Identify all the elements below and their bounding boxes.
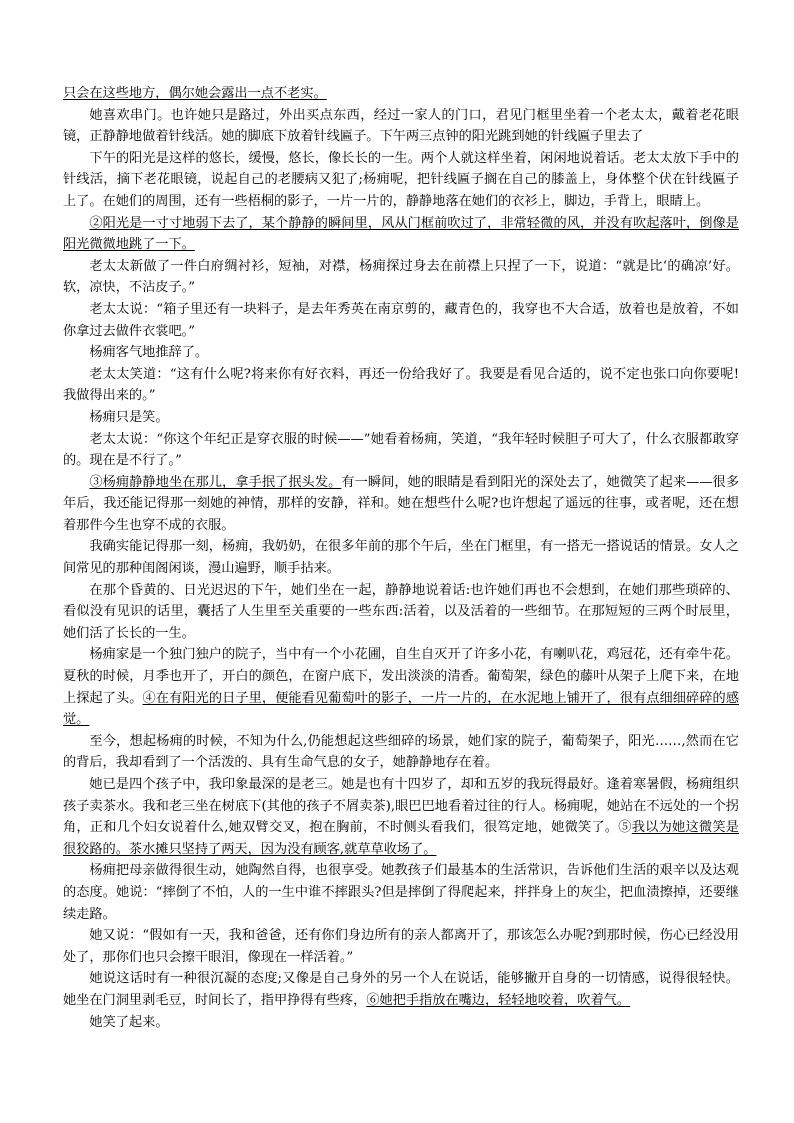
text-segment: 她已是四个孩子中，我印象最深的是老三。她是也有十四岁了，却和五岁的我玩得最好。逢着寒暑假，杨痈组织孩子卖茶水。我和老三坐在树底下(其他的孩子不屑卖茶),眼巴巴地看着过往的行人。杨痈呢，她站在不远处的一个拐角，正和几个妇女说着什么,她双臂交叉，抱在胸前，不时侧头看我们，很笃定地，她微笑了。⑤ xyxy=(63,777,739,836)
paragraph-p5 xyxy=(63,299,739,342)
underlined-sentence: 我以为她这微笑是很狡路的。茶水摊只坚持了两天，因为没有顾客,就草草收场了。 xyxy=(63,820,739,857)
text-segment: 她说这话时有一种很沉凝的态度;又像是自己身外的另一个人在说话，能够撇开自身的一切情感，说得很轻快。她坐在门洞里剥毛豆，时间长了，指甲挣得有些疼， xyxy=(63,971,739,1008)
text-segment: 杨痈把母亲做得很生动，她陶然自得，也很享受。她教孩子们最基本的生活常识，告诉他们生活的艰辛以及达观的态度。她说：“摔倒了不怕，人的一生中谁不摔跟头?但是摔倒了得爬起来，拌拌身上的灰尘，把血渍擦掉，还要继续走路。 xyxy=(63,863,739,922)
underlined-sentence: ②阳光是一寸寸地弱下去了，某个静静的瞬间里，风从门框前吹过了，非常轻微的风，并没有吹起落叶，倒像是阳光微微地跳了一下。 xyxy=(63,215,739,253)
text-segment: 在那个昏黄的、日光迟迟的下午，她们坐在一起，静静地说着话:也许她们再也不会想到，在她们那些琐碎的、看似没有见识的话里，囊括了人生里至关重要的一些东西:活着，以及活着的一些细节。在那短短的三两个时辰里，她们活了长长的一生。 xyxy=(63,582,739,641)
text-segment: 老太太说：“箱子里还有一块料子，是去年秀英在南京剪的，藏青色的，我穿也不大合适，放着也是放着，不如你拿过去做件衣裳吧。” xyxy=(63,301,739,339)
text-segment: 老太太新做了一件白府绸衬衫，短袖，对襟，杨痈探过身去在前襟上只捏了一下，说道：“就是比‘的确凉’好。软，凉快，不沾皮子。” xyxy=(63,258,739,296)
paragraph-p13 xyxy=(63,644,739,730)
paragraph-p17 xyxy=(63,925,739,968)
text-segment: 她又说：“假如有一天，我和爸爸，还有你们身边所有的亲人都离开了，那该怎么办呢?到那时候，伤心已经没用处了，那你们也只会擦干眼泪，像现在一样活着。” xyxy=(63,928,739,965)
paragraph-p7 xyxy=(63,364,739,407)
underlined-sentence: ④在有阳光的日子里，便能看见葡萄叶的影子，一片一片的，在水泥地上铺开了，很有点细细碎碎的感觉。 xyxy=(63,690,740,728)
paragraph-p8 xyxy=(63,407,739,429)
text-segment: 她喜欢串门。也许她只是路过，外出买点东西，经过一家人的门口，君见门框里坐着一个老太太，戴着老花眼镜，正静静地做着针线活。她的脚底下放着针线匾子。下午两三点钟的阳光跳到她的针线匾子里去了 xyxy=(63,107,739,145)
paragraph-p12 xyxy=(63,580,739,645)
underlined-sentence: ③杨痈静静地坐在那儿，拿手抿了抿头发。 xyxy=(89,474,342,490)
text-segment: 老太太说：“你这个年纪正是穿衣服的时候——”她看着杨痈，笑道，“我年轻时候胆子可大了，什么衣服都敢穿的。现在是不行了。” xyxy=(63,431,739,469)
paragraph-p14 xyxy=(63,731,739,774)
document-body xyxy=(63,83,739,1033)
paragraph-p18 xyxy=(63,968,739,1011)
paragraph-p1 xyxy=(63,105,739,148)
text-segment: 老太太笑道：“这有什么呢?将来你有好衣料，再还一份给我好了。我要是看见合适的，说不定也张口向你要呢!我做得出来的。” xyxy=(63,366,739,404)
text-segment: 我确实能记得那一刻，杨痈，我奶奶，在很多年前的那个午后，坐在门框里，有一搭无一搭说话的情景。女人之间常见的那种闺阁闲谈，漫山遍野，顺手拈来。 xyxy=(63,539,739,577)
paragraph-p19 xyxy=(63,1012,739,1034)
underlined-sentence: 只会在这些地方，偶尔她会露出一点不老实。 xyxy=(63,86,327,101)
paragraph-p3 xyxy=(63,213,739,256)
paragraph-p0 xyxy=(63,83,739,105)
text-segment: 下午的阳光是这样的悠长，缓慢，悠长，像长长的一生。两个人就这样坐着，闲闲地说着话。老太太放下手中的针线活，摘下老花眼镜，说起自己的老腰病又犯了;杨痈呢，把针线匾子搁在自己的膝盖上，身体整个伏在针线匾子上了。在她们的周围，还有一些梧桐的影子，一片一片的，静静地落在她们的衣衫上，脚边，手背上，眼睛上。 xyxy=(63,150,739,209)
text-segment: 杨痈家是一个独门独户的院子，当中有一个小花圃，自生自灭开了许多小花，有喇叭花，鸡冠花，还有牵牛花。夏秋的时候，月季也开了，开白的颜色，在窗户底下，发出淡淡的清香。葡萄架，绿色的藤叶从架子上爬下来，在地上探起了头。 xyxy=(63,647,739,706)
paragraph-p10 xyxy=(63,472,739,537)
underlined-sentence: ⑥她把手指放在嘴边，轻轻地咬着，吹着气。 xyxy=(366,992,631,1008)
paragraph-p9 xyxy=(63,429,739,472)
paragraph-p6 xyxy=(63,342,739,364)
paragraph-p2 xyxy=(63,148,739,213)
paragraph-p16 xyxy=(63,860,739,925)
text-segment: 杨痈只是笑。 xyxy=(89,409,169,425)
paragraph-p11 xyxy=(63,536,739,579)
text-segment: 至今，想起杨痈的时候，不知为什么,仍能想起这些细碎的场景，她们家的院子，葡萄架子，阳光……,然而在它的背后，我却看到了一个活泼的、具有生命气息的女子，她静静地存在着。 xyxy=(63,733,739,771)
text-segment: 她笑了起来。 xyxy=(89,1014,169,1030)
paragraph-p15 xyxy=(63,774,739,860)
paragraph-p4 xyxy=(63,256,739,299)
text-segment: 杨痈客气地推辞了。 xyxy=(89,345,209,361)
text-segment: 有一瞬间，她的眼睛是看到阳光的深处去了，她微笑了起来——很多年后，我还能记得那一刻她的神情，那样的安静，祥和。她在想些什么呢?也许想起了遥远的往事，或者呢，还在想着那件今生也穿不成的衣服。 xyxy=(63,474,740,533)
